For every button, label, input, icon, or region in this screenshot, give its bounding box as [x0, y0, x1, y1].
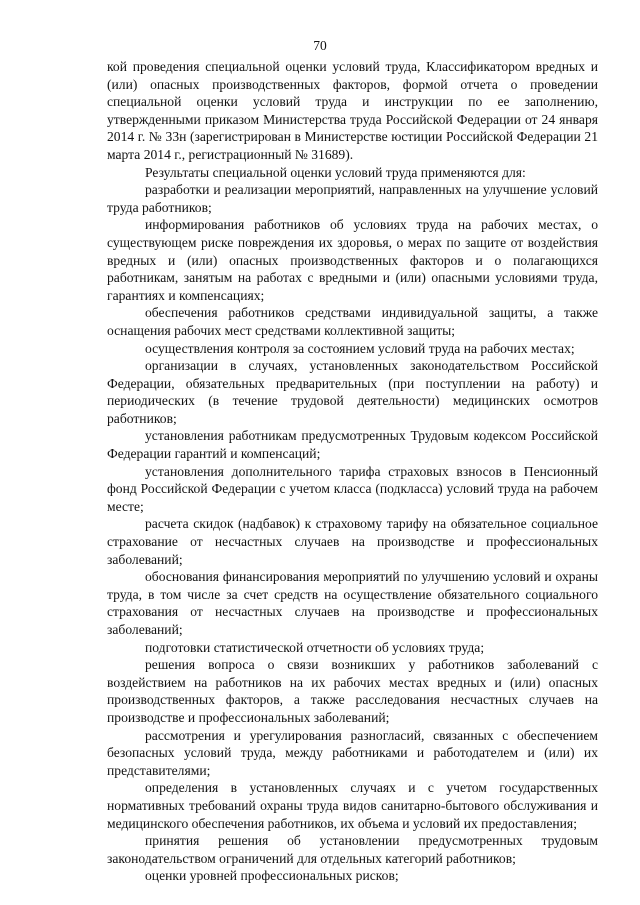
list-item: оценки уровней профессиональных рисков;	[145, 868, 399, 884]
list-item: разработки и реализации мероприятий, направленных на улучшение условий труда работников;	[107, 182, 598, 215]
list-item: подготовки статистической отчетности об условиях труда;	[145, 639, 485, 655]
list-item: установления дополнительного тарифа страховых взносов в Пенсионный фонд Российской Федерации с учетом класса (подкласса) условий труда на рабочем месте;	[107, 463, 598, 514]
list-item: определения в установленных случаях и с учетом государственных нормативных требований охраны труда видов санитарно-бытового обслуживания и медицинского обеспечения работников, их объема и условий их предоставления;	[107, 780, 598, 831]
list-item: организации в случаях, установленных законодательством Российской Федерации, обязательных предварительных (при поступлении на работу) и периодических (в течение трудовой деятельности) медицинских осмотров работников;	[107, 358, 598, 426]
paragraph-lead: Результаты специальной оценки условий труда применяются для:	[145, 164, 526, 180]
list-item: осуществления контроля за состоянием условий труда на рабочих местах;	[145, 340, 575, 356]
list-item: информирования работников об условиях труда на рабочих местах, о существующем риске повреждения их здоровья, о мерах по защите от воздействия вредных и (или) опасных производственных факторов и о полагающихся работникам, занятым на работах с вредными и (или) опасными условиями труда, гарантиях и компенсациях;	[107, 217, 598, 303]
list-item: расчета скидок (надбавок) к страховому тарифу на обязательное социальное страхование от несчастных случаев на производстве и профессиональных заболеваний;	[107, 516, 598, 567]
page-number: 70	[313, 38, 327, 53]
list-item: обеспечения работников средствами индивидуальной защиты, а также оснащения рабочих мест средствами коллективной защиты;	[107, 305, 598, 338]
list-item: рассмотрения и урегулирования разногласий, связанных с обеспечением безопасных условий труда, между работниками и работодателем и (или) их представителями;	[107, 727, 598, 778]
paragraph-continuation: кой проведения специальной оценки условий труда, Классификатором вредных и (или) опасных производственных факторов, формой отчета о проведении специальной оценки условий труда и инструкции по ее заполнению, утвержденными приказом Министерства труда Российской Федерации от 24 января 2014 г. № 33н (зарегистрирован в Министерстве юстиции Российской Федерации 21 марта 2014 г., регистрационный № 31689).	[107, 59, 598, 162]
list-item: принятия решения об установлении предусмотренных трудовым законодательством ограничений для отдельных категорий работников;	[107, 833, 598, 866]
list-item: решения вопроса о связи возникших у работников заболеваний с воздействием на работников на их рабочих местах вредных и (или) опасных производственных факторов, а также расследования несчастных случаев на производстве и профессиональных заболеваний;	[107, 657, 598, 725]
page-body	[107, 58, 598, 885]
list-item: установления работникам предусмотренных Трудовым кодексом Российской Федерации гарантий и компенсаций;	[107, 428, 598, 462]
list-item: обоснования финансирования мероприятий по улучшению условий и охраны труда, в том числе за счет средств на осуществление обязательного социального страхования от несчастных случаев на производстве и профессиональных заболеваний;	[107, 569, 598, 637]
